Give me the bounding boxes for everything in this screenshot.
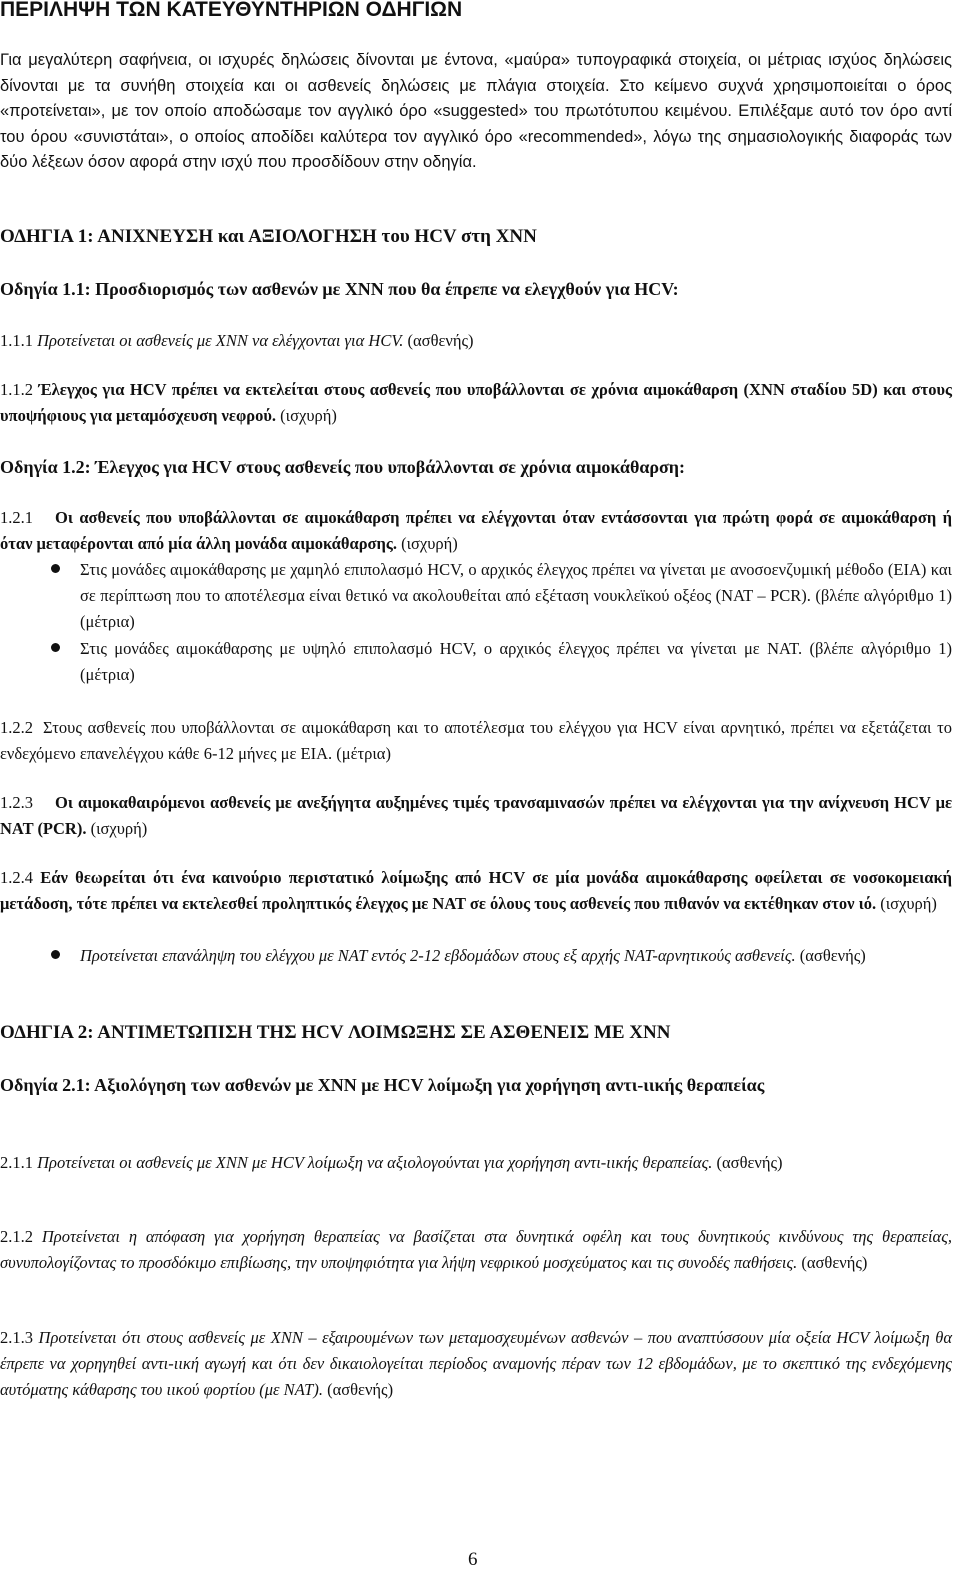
rec-1-1-1 — [0, 328, 952, 354]
rec-grade: (ασθενής) — [801, 1253, 868, 1272]
rec-number: 1.1.2 — [0, 380, 33, 399]
rec-text: Στους ασθενείς που υποβάλλονται σε αιμοκάθαρση και το αποτέλεσμα του ελέγχου για HCV είναι αρνητικό, πρέπει να εξετάζεται το ενδεχόμενο επανελέγχου κάθε 6-12 μήνες με EIA. (μέτρια) — [0, 718, 952, 763]
rec-text: Οι αιμοκαθαιρόμενοι ασθενείς με ανεξήγητα αυξημένες τιμές τρανσαμινασών πρέπει να ελέγχονται για την ανίχνευση HCV με NAT (PCR). — [0, 793, 952, 838]
rec-number: 2.1.1 — [0, 1153, 33, 1172]
rec-grade: (ισχυρή) — [90, 819, 148, 838]
section-1-1-title: Οδηγία 1.1: Προσδιορισμός των ασθενών με ΧΝΝ που θα έπρεπε να ελεγχθούν για HCV: — [0, 279, 679, 299]
rec-number: 1.2.1 — [0, 508, 33, 527]
rec-1-2-3 — [0, 790, 952, 842]
rec-grade: (ασθενής) — [327, 1380, 394, 1399]
bullet-text: Προτείνεται επανάληψη του ελέγχου με NAT εντός 2-12 εβδομάδων στους εξ αρχής NAT-αρνητικούς ασθενείς. — [80, 946, 796, 965]
rec-grade: (ασθενής) — [407, 331, 474, 350]
rec-2-1-2 — [0, 1224, 952, 1276]
rec-grade: (ισχυρή) — [401, 534, 458, 553]
guideline-2-heading: ΟΔΗΓΙΑ 2: ΑΝΤΙΜΕΤΩΠΙΣΗ ΤΗΣ HCV ΛΟΙΜΩΞΗΣ ΣΕ ΑΣΘΕΝΕΙΣ ΜΕ ΧΝΝ — [0, 1022, 671, 1043]
intro-paragraph — [0, 48, 952, 176]
bullet-text: Στις μονάδες αιμοκάθαρσης με υψηλό επιπολασμό HCV, ο αρχικός έλεγχος πρέπει να γίνεται με NAT. (βλέπε αλγόριθμο 1) (μέτρια) — [80, 639, 952, 684]
rec-number: 1.2.3 — [0, 793, 33, 812]
rec-1-2-1-bullet-1 — [80, 557, 952, 635]
rec-text: Οι ασθενείς που υποβάλλονται σε αιμοκάθαρση πρέπει να ελέγχονται όταν εντάσσονται για πρώτη φορά σε αιμοκάθαρση ή όταν μεταφέρονται από μία άλλη μονάδα αιμοκάθαρσης. — [0, 508, 952, 553]
rec-text: Προτείνεται οι ασθενείς με ΧΝΝ με HCV λοίμωξη να αξιολογούνται για χορήγηση αντι-ιικής θεραπείας. — [37, 1153, 713, 1172]
section-1-2-title: Οδηγία 1.2: Έλεγχος για HCV στους ασθενείς που υποβάλλονται σε χρόνια αιμοκάθαρση: — [0, 457, 686, 477]
rec-1-2-2 — [0, 715, 952, 767]
guideline-1-heading: ΟΔΗΓΙΑ 1: ΑΝΙΧΝΕΥΣΗ και ΑΞΙΟΛΟΓΗΣΗ του HCV στη ΧΝΝ — [0, 226, 537, 247]
page-number: 6 — [468, 1549, 478, 1570]
bullet-icon — [51, 950, 60, 959]
rec-text: Έλεγχος για HCV πρέπει να εκτελείται στους ασθενείς που υποβάλλονται σε χρόνια αιμοκάθαρση (ΧΝΝ σταδίου 5D) και στους υποψήφιους για μεταμόσχευση νεφρού. — [0, 380, 952, 425]
rec-number: 1.2.2 — [0, 718, 33, 737]
rec-number: 2.1.2 — [0, 1227, 33, 1246]
rec-1-2-4-bullet — [80, 943, 952, 969]
bullet-grade: (ασθενής) — [799, 946, 866, 965]
rec-1-2-1 — [0, 505, 952, 557]
rec-number: 2.1.3 — [0, 1328, 33, 1347]
rec-grade: (ισχυρή) — [280, 406, 337, 425]
section-2-1-title: Οδηγία 2.1: Αξιολόγηση των ασθενών με ΧΝΝ με HCV λοίμωξη για χορήγηση αντι-ιικής θεραπείας — [0, 1075, 765, 1095]
document-title: ΠΕΡΙΛΗΨΗ ΤΩΝ ΚΑΤΕΥΘΥΝΤΗΡΙΩΝ ΟΔΗΓΙΩΝ — [0, 0, 463, 21]
rec-grade: (ασθενής) — [716, 1153, 783, 1172]
rec-2-1-1 — [0, 1150, 952, 1176]
rec-text: Εάν θεωρείται ότι ένα καινούριο περιστατικό λοίμωξης από HCV σε μία μονάδα αιμοκάθαρσης οφείλεται σε νοσοκομειακή μετάδοση, τότε πρέπει να εκτελεσθεί προληπτικός έλεγχος με NAT σε όλους τους ασθενείς που πιθανόν να εκτέθηκαν στον ιό. — [0, 868, 952, 913]
rec-text: Προτείνεται οι ασθενείς με ΧΝΝ να ελέγχονται για HCV. — [37, 331, 404, 350]
rec-grade: (ισχυρή) — [880, 894, 937, 913]
bullet-icon — [51, 564, 60, 573]
intro-part1: Για μεγαλύτερη σαφήνεια, οι ισχυρές δηλώσεις δίνονται με έντονα, «μαύρα» τυπογραφικά στοιχεία, οι μέτριας ισχύος δηλώσεις δίνονται με τα συνήθη στοιχεία και οι ασθενείς δηλώσεις με πλάγια στοιχεία. — [0, 51, 952, 95]
bullet-text: Στις μονάδες αιμοκάθαρσης με χαμηλό επιπολασμό HCV, ο αρχικός έλεγχος πρέπει να γίνεται με ανοσοενζυμική μέθοδο (EIA) και σε περίπτωση που το αποτέλεσμα είναι θετικό να ακολουθείται από εξέταση νουκλεϊκού οξέος (NAT – PCR). (βλέπε αλγόριθμο 1) (μέτρια) — [80, 560, 952, 631]
rec-2-1-3 — [0, 1325, 952, 1403]
rec-number: 1.1.1 — [0, 331, 33, 350]
bullet-icon — [51, 643, 60, 652]
rec-number: 1.2.4 — [0, 868, 33, 887]
rec-1-2-4 — [0, 865, 952, 917]
rec-1-1-2 — [0, 377, 952, 429]
rec-text: Προτείνεται ότι στους ασθενείς με ΧΝΝ – εξαιρουμένων των μεταμοσχευμένων ασθενών – που αναπτύσσουν μία οξεία HCV λοίμωξη θα έπρεπε να χορηγηθεί αντι-ιική αγωγή και ότι δεν δικαιολογείται περίοδος αναμονής πέραν των 12 εβδομάδων, με το σκεπτικό της ενδεχόμενης αυτόματης κάθαρσης του ιικού φορτίου (με NAT). — [0, 1328, 953, 1399]
intro-part2: Στο κείμενο συχνά χρησιμοποιείται ο όρος «προτείνεται», με τον οποίο αποδώσαμε τον αγγλικό όρο «suggested» του πρωτότυπου κειμένου. — [0, 76, 952, 120]
rec-1-2-1-bullet-2 — [80, 636, 952, 688]
rec-text: Προτείνεται η απόφαση για χορήγηση θεραπείας να βασίζεται στα δυνητικά οφέλη και τους δυνητικούς κινδύνους της θεραπείας, συνυπολογίζοντας το προσδόκιμο επιβίωσης, την υποψηφιότητα για λήψη νεφρικού μοσχεύματος και τις συνοδές παθήσεις. — [0, 1227, 953, 1272]
intro-part3: Επιλέξαμε αυτό τον όρο αντί του όρου «συνιστάται», ο οποίος αποδίδει καλύτερα τον αγγλικό όρο «recommended», λόγω της σημασιολογικής διαφοράς των δύο λέξεων όσον αφορά στην ισχύ που προσδίδουν στην οδηγία. — [0, 102, 953, 171]
